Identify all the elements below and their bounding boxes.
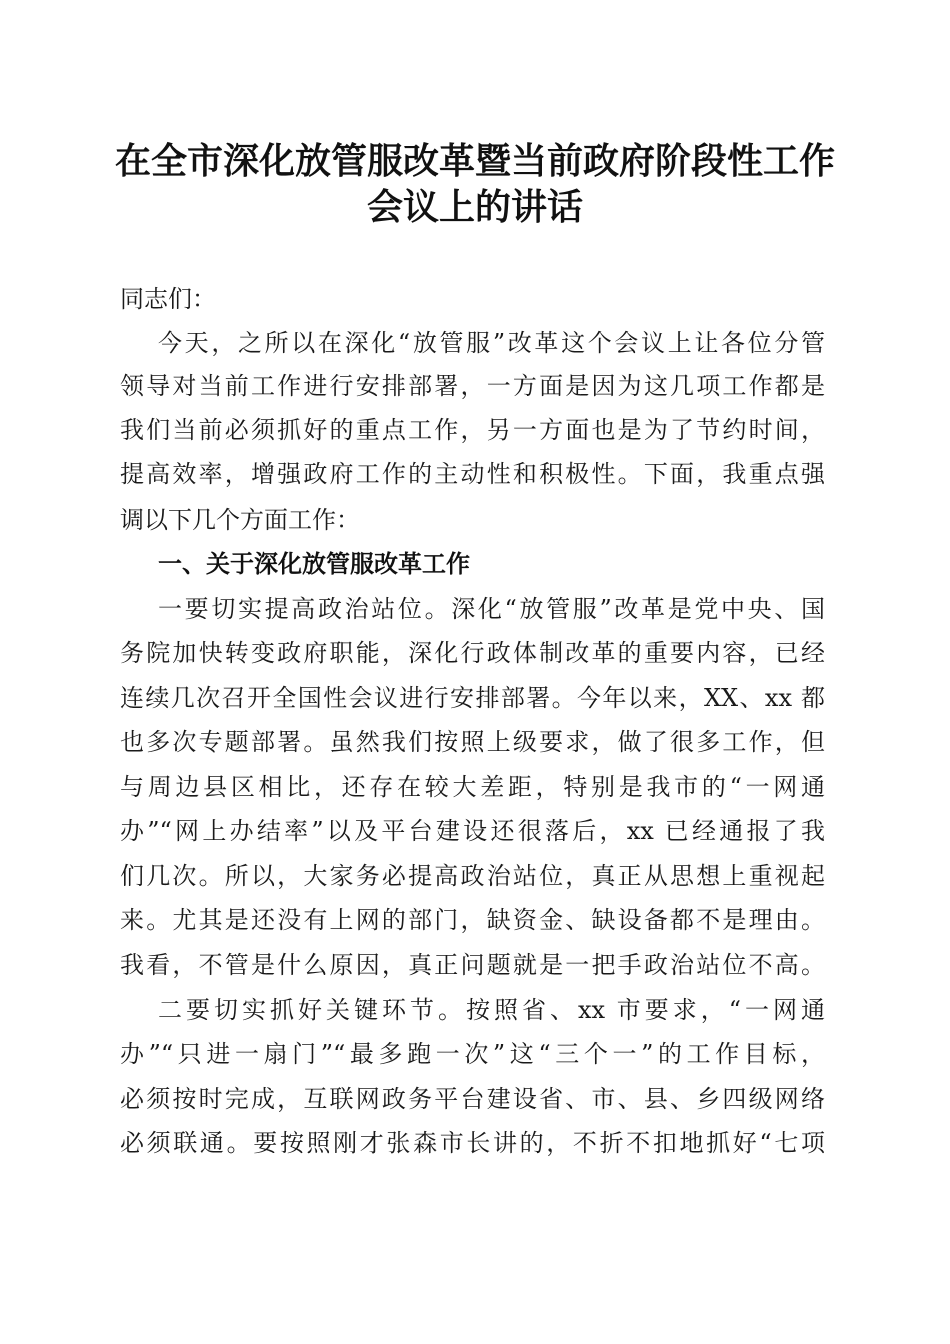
- document-title-line-2: 会议上的讲话: [366, 186, 583, 228]
- document-title-line-1: 在全市深化放管服改革暨当前政府阶段性工作: [114, 140, 835, 182]
- para1-line-3: 连续几次召开全国性会议进行安排部署。今年以来，XX、xx 都: [120, 684, 825, 712]
- para1-line-9: 我看，不管是什么原因，真正问题就是一把手政治站位不高。: [120, 951, 825, 979]
- para1-line-4: 也多次专题部署。虽然我们按照上级要求，做了很多工作，但: [120, 728, 825, 756]
- para1-line-2: 务院加快转变政府职能，深化行政体制改革的重要内容，已经: [120, 639, 825, 667]
- para2-line-4: 必须联通。要按照刚才张森市长讲的，不折不扣地抓好“七项: [120, 1129, 825, 1157]
- para1-line-1: 一要切实提高政治站位。深化“放管服”改革是党中央、国: [158, 595, 825, 623]
- para2-line-2: 办”“只进一扇门”“最多跑一次”这“三个一”的工作目标，: [120, 1040, 825, 1068]
- para1-line-7: 们几次。所以，大家务必提高政治站位，真正从思想上重视起: [120, 862, 825, 890]
- para2-line-1: 二要切实抓好关键环节。按照省、xx 市要求，“一网通: [158, 996, 825, 1024]
- para2-line-3: 必须按时完成，互联网政务平台建设省、市、县、乡四级网络: [120, 1085, 825, 1113]
- para1-line-8: 来。尤其是还没有上网的部门，缺资金、缺设备都不是理由。: [120, 906, 825, 934]
- intro-line-5: 调以下几个方面工作：: [120, 506, 360, 534]
- section-heading: 一、关于深化放管服改革工作: [158, 550, 470, 578]
- intro-line-4: 提高效率，增强政府工作的主动性和积极性。下面，我重点强: [120, 460, 825, 488]
- salutation: 同志们：: [120, 285, 216, 313]
- para1-line-6: 办”“网上办结率”以及平台建设还很落后，xx 已经通报了我: [120, 817, 825, 845]
- para1-line-5: 与周边县区相比，还存在较大差距，特别是我市的“一网通: [120, 773, 825, 801]
- intro-line-2: 领导对当前工作进行安排部署，一方面是因为这几项工作都是: [120, 372, 825, 400]
- intro-line-1: 今天，之所以在深化“放管服”改革这个会议上让各位分管: [158, 329, 825, 357]
- intro-line-3: 我们当前必须抓好的重点工作，另一方面也是为了节约时间，: [120, 416, 825, 444]
